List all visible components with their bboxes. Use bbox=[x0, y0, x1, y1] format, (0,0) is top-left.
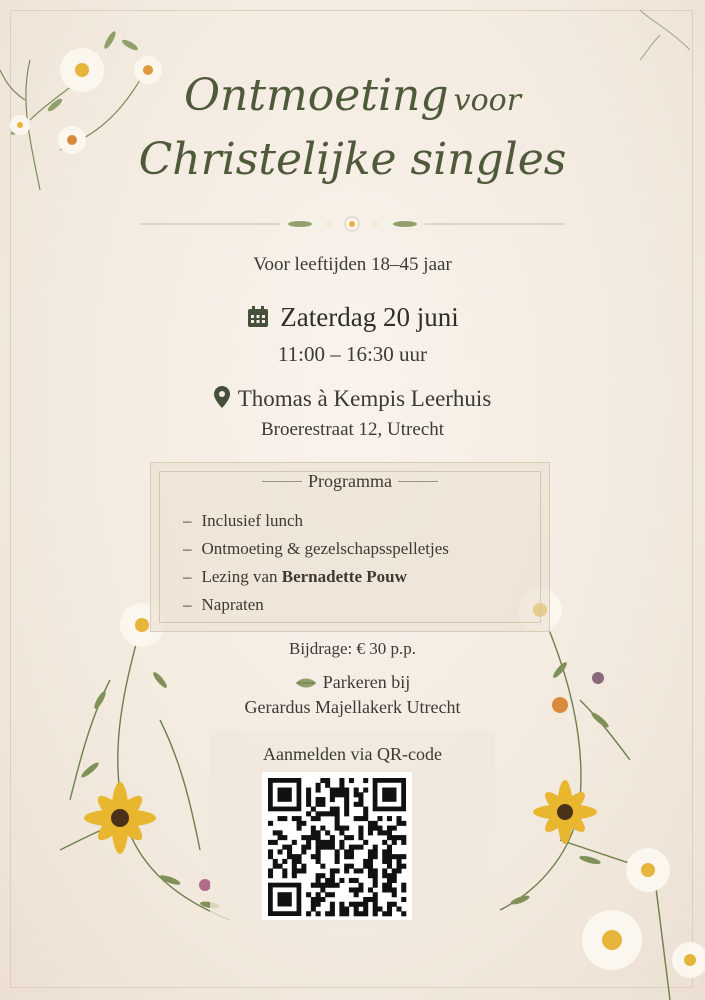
program-item: – Inclusief lunch bbox=[183, 511, 303, 530]
title-small: voor bbox=[453, 83, 522, 118]
program-box bbox=[150, 462, 550, 632]
event-date bbox=[0, 302, 705, 333]
map-pin-icon bbox=[214, 386, 230, 408]
parking-line-2: Gerardus Majellakerk Utrecht bbox=[244, 697, 461, 717]
ornamental-divider bbox=[140, 212, 565, 236]
event-time: 11:00 – 16:30 uur bbox=[277, 342, 428, 366]
qr-code[interactable] bbox=[262, 772, 412, 920]
program-item: – Lezing van Bernadette Pouw bbox=[183, 567, 407, 586]
program-item: – Napraten bbox=[183, 595, 264, 614]
venue-name: Thomas à Kempis Leerhuis bbox=[237, 386, 492, 411]
calendar-icon bbox=[246, 305, 270, 329]
speaker-name: Bernadette Pouw bbox=[281, 567, 407, 586]
title-line-1 bbox=[0, 70, 705, 121]
title-line-2: Christelijke singles bbox=[138, 134, 567, 185]
date-text: Zaterdag 20 juni bbox=[280, 302, 459, 332]
parking-line-1: Parkeren bij bbox=[0, 672, 705, 693]
signup-label: Aanmelden via QR-code bbox=[263, 744, 442, 764]
venue bbox=[0, 386, 705, 412]
leaf-icon bbox=[295, 677, 317, 689]
program-title: Programma bbox=[151, 471, 549, 492]
age-range: Voor leeftijden 18–45 jaar bbox=[253, 254, 452, 275]
venue-address: Broerestraat 12, Utrecht bbox=[260, 419, 445, 440]
fee: Bijdrage: € 30 p.p. bbox=[288, 639, 416, 658]
program-item: – Ontmoeting & gezelschapsspelletjes bbox=[183, 539, 449, 558]
title-main: Ontmoeting bbox=[183, 70, 449, 121]
program-list bbox=[183, 507, 449, 619]
